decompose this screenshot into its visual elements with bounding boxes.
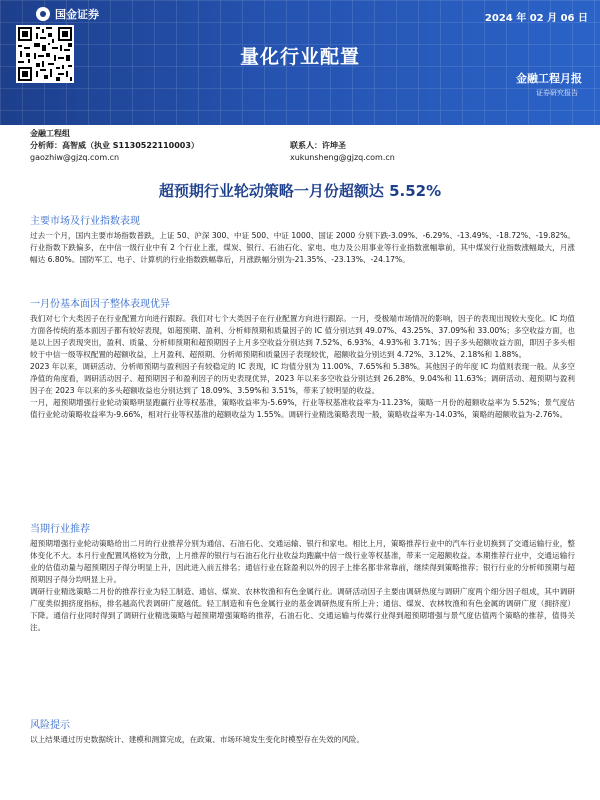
- logo-text: 国金证券: [55, 8, 99, 21]
- analyst-name: 高智威（执业 S1130522110003）: [62, 141, 199, 150]
- section-industry-recommendation: [30, 520, 575, 634]
- report-date: 2024 年 02 月 06 日: [484, 13, 588, 24]
- section-paragraph: 过去一个月，国内主要市场指数普跌，上证 50、沪深 300、中证 500、中证 1000、国证 2000 分别下跌-3.09%、-6.29%、-13.49%、-18.72%、-19.82%。行业指数下跌偏多，在中信一级行业中有 2 个行业上涨，煤炭、银行、石油石化、家电、电力及公用事业等行业指数涨幅靠前，其中煤炭行业指数涨幅最大，月涨幅达 6.80%。国防军工、电子、计算机的行业指数跌幅靠后，月涨跌幅分别为-21.35%、-23.13%、-24.17%。: [30, 231, 575, 264]
- contact-line: [290, 140, 346, 152]
- email-row: [30, 152, 590, 164]
- broker-logo: [36, 6, 99, 22]
- analyst-line: [30, 140, 290, 152]
- section-heading: 风险提示: [30, 720, 70, 731]
- report-header: [0, 0, 600, 125]
- section-heading: 主要市场及行业指数表现: [30, 216, 140, 227]
- section-market-performance: [30, 212, 575, 266]
- report-title: 超预期行业轮动策略一月份超额达 5.52%: [158, 182, 442, 200]
- contact-label: 联系人：: [290, 141, 322, 150]
- contact-email[interactable]: xukunsheng@gjzq.com.cn: [290, 153, 395, 162]
- header-title: 量化行业配置: [239, 46, 360, 68]
- section-paragraph: 我们对七个大类因子在行业配置方向进行跟踪。我们对七个大类因子在行业配置方向进行跟踪。一月，受极端市场情况的影响，因子的表现出现较大变化。IC 均值方面各传统的基本面因子都有较好表现，如超预期、盈利、分析师预期和质量因子的 IC 值分别达到 49.07%、43.25%、37.09%和 33.00%；多空收益方面，也是以上因子表现突出，盈利、质量、分析师预期和超预期因子上月多空收益分别达到 7.52%、6.93%、4.93%和 3.71%；因子多头超额收益方面，即因子多头相较于中信一级等权配置的超额收益，上月盈利、超预期、分析师预期和质量因子表现较优，超额收益分别达到 4.72%、3.12%、2.18%和 1.88%。: [30, 314, 575, 359]
- analyst-label: 分析师：: [30, 141, 62, 150]
- author-row: [30, 140, 590, 152]
- section-paragraph: 调研行业精选策略二月份的推荐行业为轻工制造、通信、煤炭、农林牧渔和有色金属行业。调研活动因子主要由调研热度与调研广度两个细分因子组成，其中调研广度类似拥挤度指标，排名越高代表调研广度越低。轻工制造和有色金属行业的基金调研热度有所上升；通信、煤炭、农林牧渔和有色金属的调研广度（拥挤度）下降。通信行业同时得到了调研行业精选策略与超预期增强策略的推荐，石油石化、交通运输与传媒行业得到超预期增强与景气度估值两个策略的推荐，值得关注。: [30, 587, 575, 632]
- section-paragraph: 超预期增强行业轮动策略给出二月的行业推荐分别为通信、石油石化、交通运输、银行和家电。相比上月，策略推荐行业中的汽车行业切换到了交通运输行业，整体变化不大。本月行业配置风格较为分散，上月推荐的银行与石油石化行业收益均跑赢中信一级行业等权基准，带来一定超额收益。本期推荐行业中，交通运输行业的估值动量与超预期因子得分明显上升，因此进入前五排名；通信行业在除盈利以外的因子上排名都非常靠前，继续得到策略推荐；银行行业的分析师预期与超预期因子得分均明显上升。: [30, 539, 575, 584]
- author-block: [30, 128, 590, 164]
- contact-name: 许坤圣: [322, 141, 346, 150]
- group-name: 金融工程组: [30, 129, 70, 138]
- report-type: 金融工程月报: [516, 72, 582, 85]
- section-risk-warning: [30, 716, 575, 746]
- section-heading: 当期行业推荐: [30, 524, 90, 535]
- section-paragraph: 以上结果通过历史数据统计、建模和测算完成，在政策、市场环境发生变化时模型存在失效的风险。: [30, 735, 365, 744]
- analyst-email[interactable]: gaozhiw@gjzq.com.cn: [30, 153, 120, 162]
- section-paragraph: 2023 年以来，调研活动、分析师预期与盈利因子有较稳定的 IC 表现，IC 均值分别为 11.00%、7.65%和 5.38%。其他因子的年度 IC 均值则表现一般。从多空净值的角度看，调研活动因子、超预期因子和盈利因子的历史表现优异，2023 年以来多空收益分别达到 26.28%、9.04%和 11.63%；调研活动、超预期与盈利因子在 2023 年以来的多头超额收益也分别达到了 18.09%、3.59%和 3.51%，带来了较明显的收益。: [30, 362, 575, 395]
- report-subtype: 证券研究报告: [536, 89, 578, 97]
- logo-circle-icon: [36, 7, 50, 21]
- section-factor-performance: [30, 295, 575, 421]
- section-paragraph: 一月，超预期增强行业轮动策略明显跑赢行业等权基准，策略收益率为-5.69%，行业等权基准收益率为-11.23%，策略一月份的超额收益率为 5.52%；景气度估值行业轮动策略收益率为-9.66%，相对行业等权基准的超额收益为 1.55%。调研行业精选策略表现一般，策略收益率为-14.03%，策略的超额收益为-2.76%。: [30, 398, 575, 419]
- section-heading: 一月份基本面因子整体表现优异: [30, 299, 170, 310]
